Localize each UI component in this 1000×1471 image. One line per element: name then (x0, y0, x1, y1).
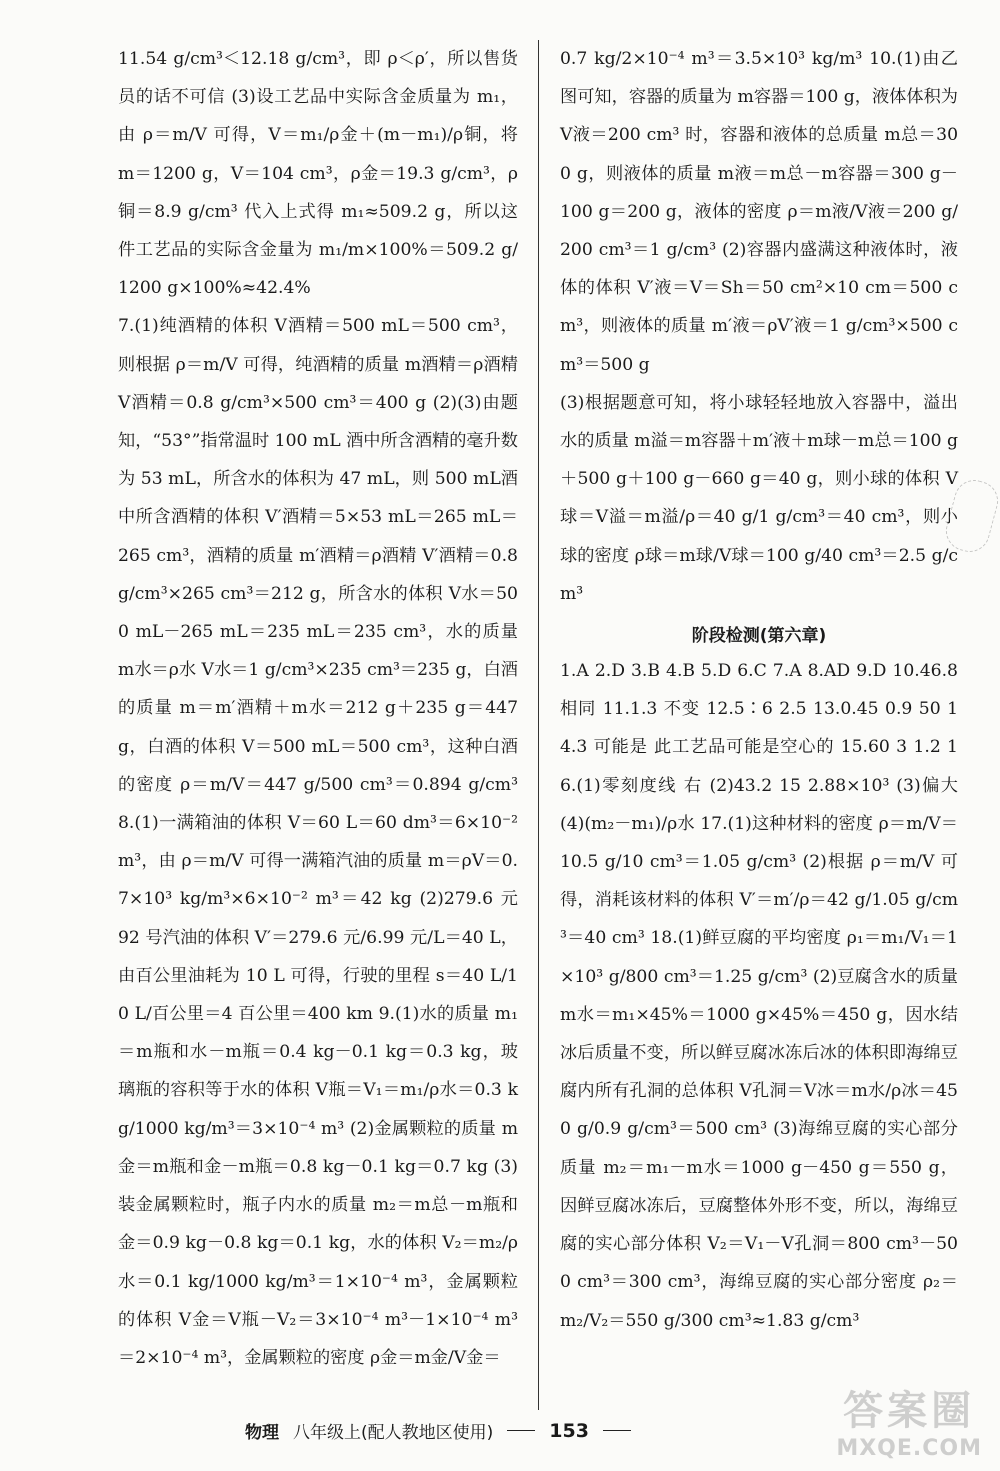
watermark-title: 答案圈 (843, 1388, 976, 1434)
page-number: 153 (549, 1419, 589, 1442)
left-column (118, 40, 518, 1377)
answer-paragraph: 7.(1)纯酒精的体积 V酒精＝500 mL＝500 cm³，则根据 ρ＝m/V 可得，纯酒精的质量 m酒精＝ρ酒精 V酒精＝0.8 g/cm³×500 cm³＝400 g (2)(3)由题知，“53°”指常温时 100 mL 酒中所含酒精的毫升数为 53 mL，所含水的体积为 47 mL，则 500 mL酒中所含酒精的体积 V′酒精＝5×53 mL＝265 mL＝265 cm³，酒精的质量 m′酒精＝ρ酒精 V′酒精＝0.8 g/cm³×265 cm³＝212 g，所含水的体积 V水＝500 mL－265 mL＝235 mL＝235 cm³，水的质量 m水＝ρ水 V水＝1 g/cm³×235 cm³＝235 g，白酒的质量 m＝m′酒精＋m水＝212 g＋235 g＝447 g，白酒的体积 V＝500 mL＝500 cm³，这种白酒的密度 ρ＝m/V＝447 g/500 cm³＝0.894 g/cm³ 8.(1)一满箱油的体积 V＝60 L＝60 dm³＝6×10⁻² m³，由 ρ＝m/V 可得一满箱汽油的质量 m＝ρV＝0.7×10³ kg/m³×6×10⁻² m³＝42 kg (2)279.6 元 92 号汽油的体积 V′＝279.6 元/6.99 元/L＝40 L，由百公里油耗为 10 L 可得，行驶的里程 s＝40 L/10 L/百公里＝4 百公里＝400 km 9.(1)水的质量 m₁＝m瓶和水－m瓶＝0.4 kg－0.1 kg＝0.3 kg，玻璃瓶的容积等于水的体积 V瓶＝V₁＝m₁/ρ水＝0.3 kg/1000 kg/m³＝3×10⁻⁴ m³ (2)金属颗粒的质量 m金＝m瓶和金－m瓶＝0.8 kg－0.1 kg＝0.7 kg (3)装金属颗粒时，瓶子内水的质量 m₂＝m总－m瓶和金＝0.9 kg－0.8 kg＝0.1 kg，水的体积 V₂＝m₂/ρ水＝0.1 kg/1000 kg/m³＝1×10⁻⁴ m³，金属颗粒的体积 V金＝V瓶－V₂＝3×10⁻⁴ m³－1×10⁻⁴ m³＝2×10⁻⁴ m³，金属颗粒的密度 ρ金＝m金/V金＝ (118, 316, 518, 1368)
section-title: 阶段检测(第六章) (691, 626, 827, 647)
answer-paragraph: 11.54 g/cm³＜12.18 g/cm³，即 ρ＜ρ′，所以售货员的话不可信 (3)设工艺品中实际含金质量为 m₁，由 ρ＝m/V 可得，V＝m₁/ρ金＋(m－m₁)/ρ铜，将 m＝1200 g，V＝104 cm³，ρ金＝19.3 g/cm³，ρ铜＝8.9 g/cm³ 代入上式得 m₁≈509.2 g，所以这件工艺品的实际含金量为 m₁/m×100%＝509.2 g/1200 g×100%≈42.4% (118, 49, 518, 299)
answer-paragraph: 1.A 2.D 3.B 4.B 5.D 6.C 7.A 8.AD 9.D 10.46.8 相同 11.1.3 不变 12.5∶6 2.5 13.0.45 0.9 50 14.3 可能是 此工艺品可能是空心的 15.60 3 1.2 16.(1)零刻度线 右 (2)43.2 15 2.88×10³ (3)偏大 (4)(m₂－m₁)/ρ水 17.(1)这种材料的密度 ρ＝m/V＝10.5 g/10 cm³＝1.05 g/cm³ (2)根据 ρ＝m/V 可得，消耗该材料的体积 V′＝m′/ρ＝42 g/1.05 g/cm³＝40 cm³ 18.(1)鲜豆腐的平均密度 ρ₁＝m₁/V₁＝1×10³ g/800 cm³＝1.25 g/cm³ (2)豆腐含水的质量 m水＝m₁×45%＝1000 g×45%＝450 g，因水结冰后质量不变，所以鲜豆腐冰冻后冰的体积即海绵豆腐内所有孔洞的总体积 V孔洞＝V冰＝m水/ρ冰＝450 g/0.9 g/cm³＝500 cm³ (3)海绵豆腐的实心部分质量 m₂＝m₁－m水＝1000 g－450 g＝550 g，因鲜豆腐冰冻后，豆腐整体外形不变，所以，海绵豆腐的实心部分体积 V₂＝V₁－V孔洞＝800 cm³－500 cm³＝300 cm³，海绵豆腐的实心部分密度 ρ₂＝m₂/V₂＝550 g/300 cm³≈1.83 g/cm³ (560, 661, 958, 1331)
answer-paragraph: (3)根据题意可知，将小球轻轻地放入容器中，溢出水的质量 m溢＝m容器＋m′液＋m球－m总＝100 g＋500 g＋100 g－660 g＝40 g，则小球的体积 V球＝V溢＝m溢/ρ＝40 g/1 g/cm³＝40 cm³，则小球的密度 ρ球＝m球/V球＝100 g/40 cm³＝2.5 g/cm³ (560, 392, 958, 604)
footer-dash (507, 1430, 535, 1431)
answer-paragraph: 0.7 kg/2×10⁻⁴ m³＝3.5×10³ kg/m³ 10.(1)由乙图可知，容器的质量为 m容器＝100 g，液体体积为 V液＝200 cm³ 时，容器和液体的总质量 m总＝300 g，则液体的质量 m液＝m总－m容器＝300 g－100 g＝200 g，液体的密度 ρ＝m液/V液＝200 g/200 cm³＝1 g/cm³ (2)容器内盛满这种液体时，液体的体积 V′液＝V＝Sh＝50 cm²×10 cm＝500 cm³，则液体的质量 m′液＝ρV′液＝1 g/cm³×500 cm³＝500 g (560, 49, 958, 375)
footer-subject: 物理 (245, 1423, 279, 1443)
footer-dash (603, 1430, 631, 1431)
watermark-url: MXQE.COM (836, 1436, 982, 1461)
watermark (836, 1379, 982, 1461)
page-footer (245, 1418, 765, 1443)
footer-grade: 八年级上(配人教地区使用) (293, 1423, 494, 1443)
right-column (560, 40, 958, 1340)
column-divider (538, 40, 539, 1410)
